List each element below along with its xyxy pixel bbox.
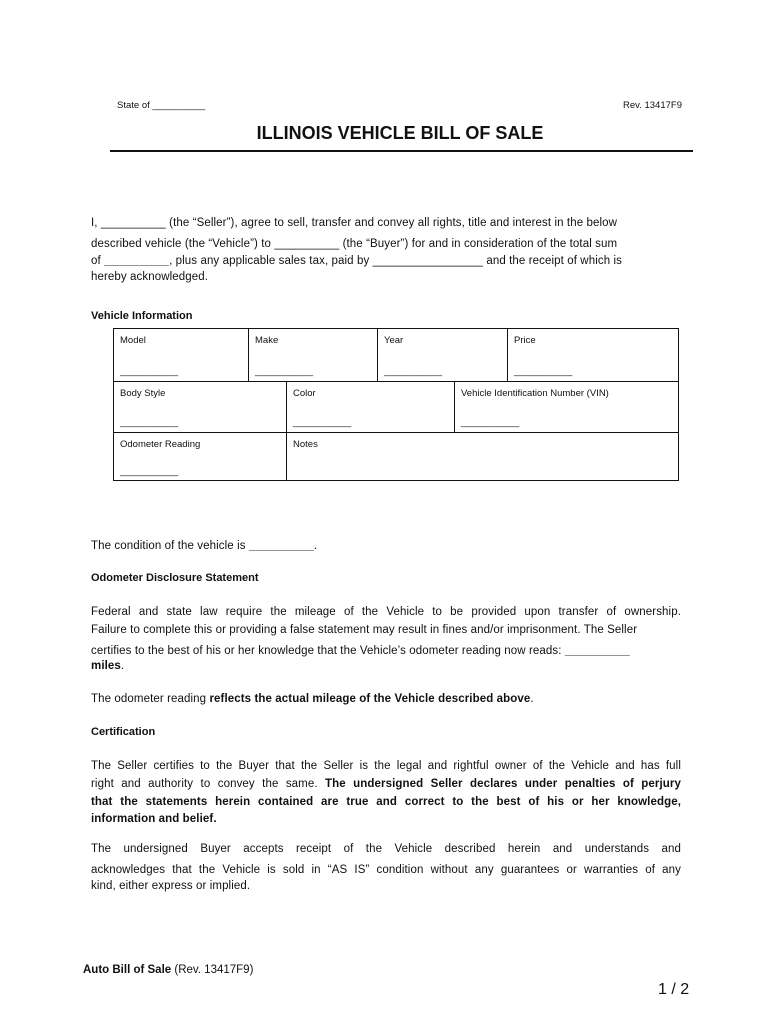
document-title: ILLINOIS VEHICLE BILL OF SALE [256,123,544,143]
cert-p1-line-2 [91,775,681,793]
condition-text: The condition of the vehicle is [91,540,249,552]
vehicle-row-1 [114,329,678,382]
price-blank: ___________ [514,366,573,377]
title-underline [110,150,693,152]
odometer-label: Odometer Reading [120,439,201,450]
condition-blank: __________ [248,540,314,552]
total-sum-blank: __________ [104,255,170,267]
intro-paragraph [91,214,681,287]
certification-paragraph-1 [91,757,681,828]
cert-p2-line-2: acknowledges that the Vehicle is sold in “AS IS” condition without any guarantees or warranties of any [91,864,681,876]
make-label: Make [255,335,279,346]
condition-line [91,537,317,556]
model-cell [114,329,249,381]
vin-blank: ___________ [461,417,520,428]
model-blank: ___________ [120,366,179,377]
odometer-blank: ___________ [120,466,179,477]
year-blank: ___________ [384,366,443,377]
vehicle-row-2 [114,382,678,433]
body-style-blank: ___________ [120,417,179,428]
cert-p1-line-4: information and belief. [91,813,217,825]
actual-mileage-end: . [530,693,534,705]
body-style-cell [114,382,287,432]
color-blank: ___________ [293,417,352,428]
model-label: Model [120,335,146,346]
odometer-line-1: Federal and state law require the mileage of the Vehicle to be provided upon transfer of ownership. [91,606,681,618]
intro-line-2: described vehicle (the “Vehicle”) to __________ (the “Buyer”) for and in consideration of the total sum [91,238,618,250]
cert-p1-line-3: that the statements herein contained are true and correct to the best of his or her knowledge, [91,796,681,808]
cert-p2-line-1: The undersigned Buyer accepts receipt of the Vehicle described herein and understands and [91,843,681,855]
actual-mileage-text: The odometer reading [91,693,210,705]
state-label: State of __________ [117,100,206,111]
make-cell [249,329,378,381]
footer-doc-label [83,964,253,976]
cert-p1-line-2-bold: The undersigned Seller declares under penalties of perjury [325,778,681,790]
certification-paragraph-2 [91,840,681,896]
cert-p1-line-2-text: right and authority to convey the same. [91,778,326,790]
odometer-cell [114,433,287,480]
vin-cell [455,382,678,432]
vehicle-info-table [113,328,679,481]
page-number: 1 / 2 [658,981,690,998]
vehicle-info-heading: Vehicle Information [91,310,193,322]
year-label: Year [384,335,404,346]
odometer-line-3-text: certifies to the best of his or her knowledge that the Vehicle’s odometer reading now reads: [91,645,565,657]
cert-p1-line-1: The Seller certifies to the Buyer that the Seller is the legal and rightful owner of the Vehicle and has full [91,760,681,772]
certification-heading: Certification [91,726,156,738]
revision-number: Rev. 13417F9 [623,100,682,111]
intro-line-3-start: of [91,255,105,267]
make-blank: ___________ [255,366,314,377]
odometer-reading-blank: __________ [564,645,630,657]
miles-label: miles [91,660,121,672]
condition-end: . [313,540,318,552]
vin-label: Vehicle Identification Number (VIN) [461,388,609,399]
notes-label: Notes [293,439,318,450]
price-label: Price [514,335,536,346]
color-label: Color [293,388,316,399]
actual-mileage-bold: reflects the actual mileage of the Vehicle described above [209,693,531,705]
actual-mileage-line [91,690,534,709]
year-cell [378,329,508,381]
footer-doc-rev: (Rev. 13417F9) [171,964,254,976]
vehicle-row-3 [114,433,678,480]
notes-cell [287,433,678,480]
odometer-line-3 [91,642,681,661]
intro-line-3-end: , plus any applicable sales tax, paid by _________________ and the receipt of which is [169,255,623,267]
odometer-line-2: Failure to complete this or providing a false statement may result in fines and/or imprisonment. The Seller [91,624,638,636]
price-cell [508,329,678,381]
footer-doc-name: Auto Bill of Sale [83,964,172,976]
cert-p2-line-3: kind, either express or implied. [91,880,251,892]
miles-end: . [120,660,125,672]
odometer-heading: Odometer Disclosure Statement [91,572,259,584]
body-style-label: Body Style [120,388,166,399]
color-cell [287,382,455,432]
intro-line-4: hereby acknowledged. [91,271,209,283]
intro-line-1: I, __________ (the “Seller”), agree to sell, transfer and convey all rights, title and interest in the below [91,217,618,229]
odometer-paragraph [91,603,681,676]
